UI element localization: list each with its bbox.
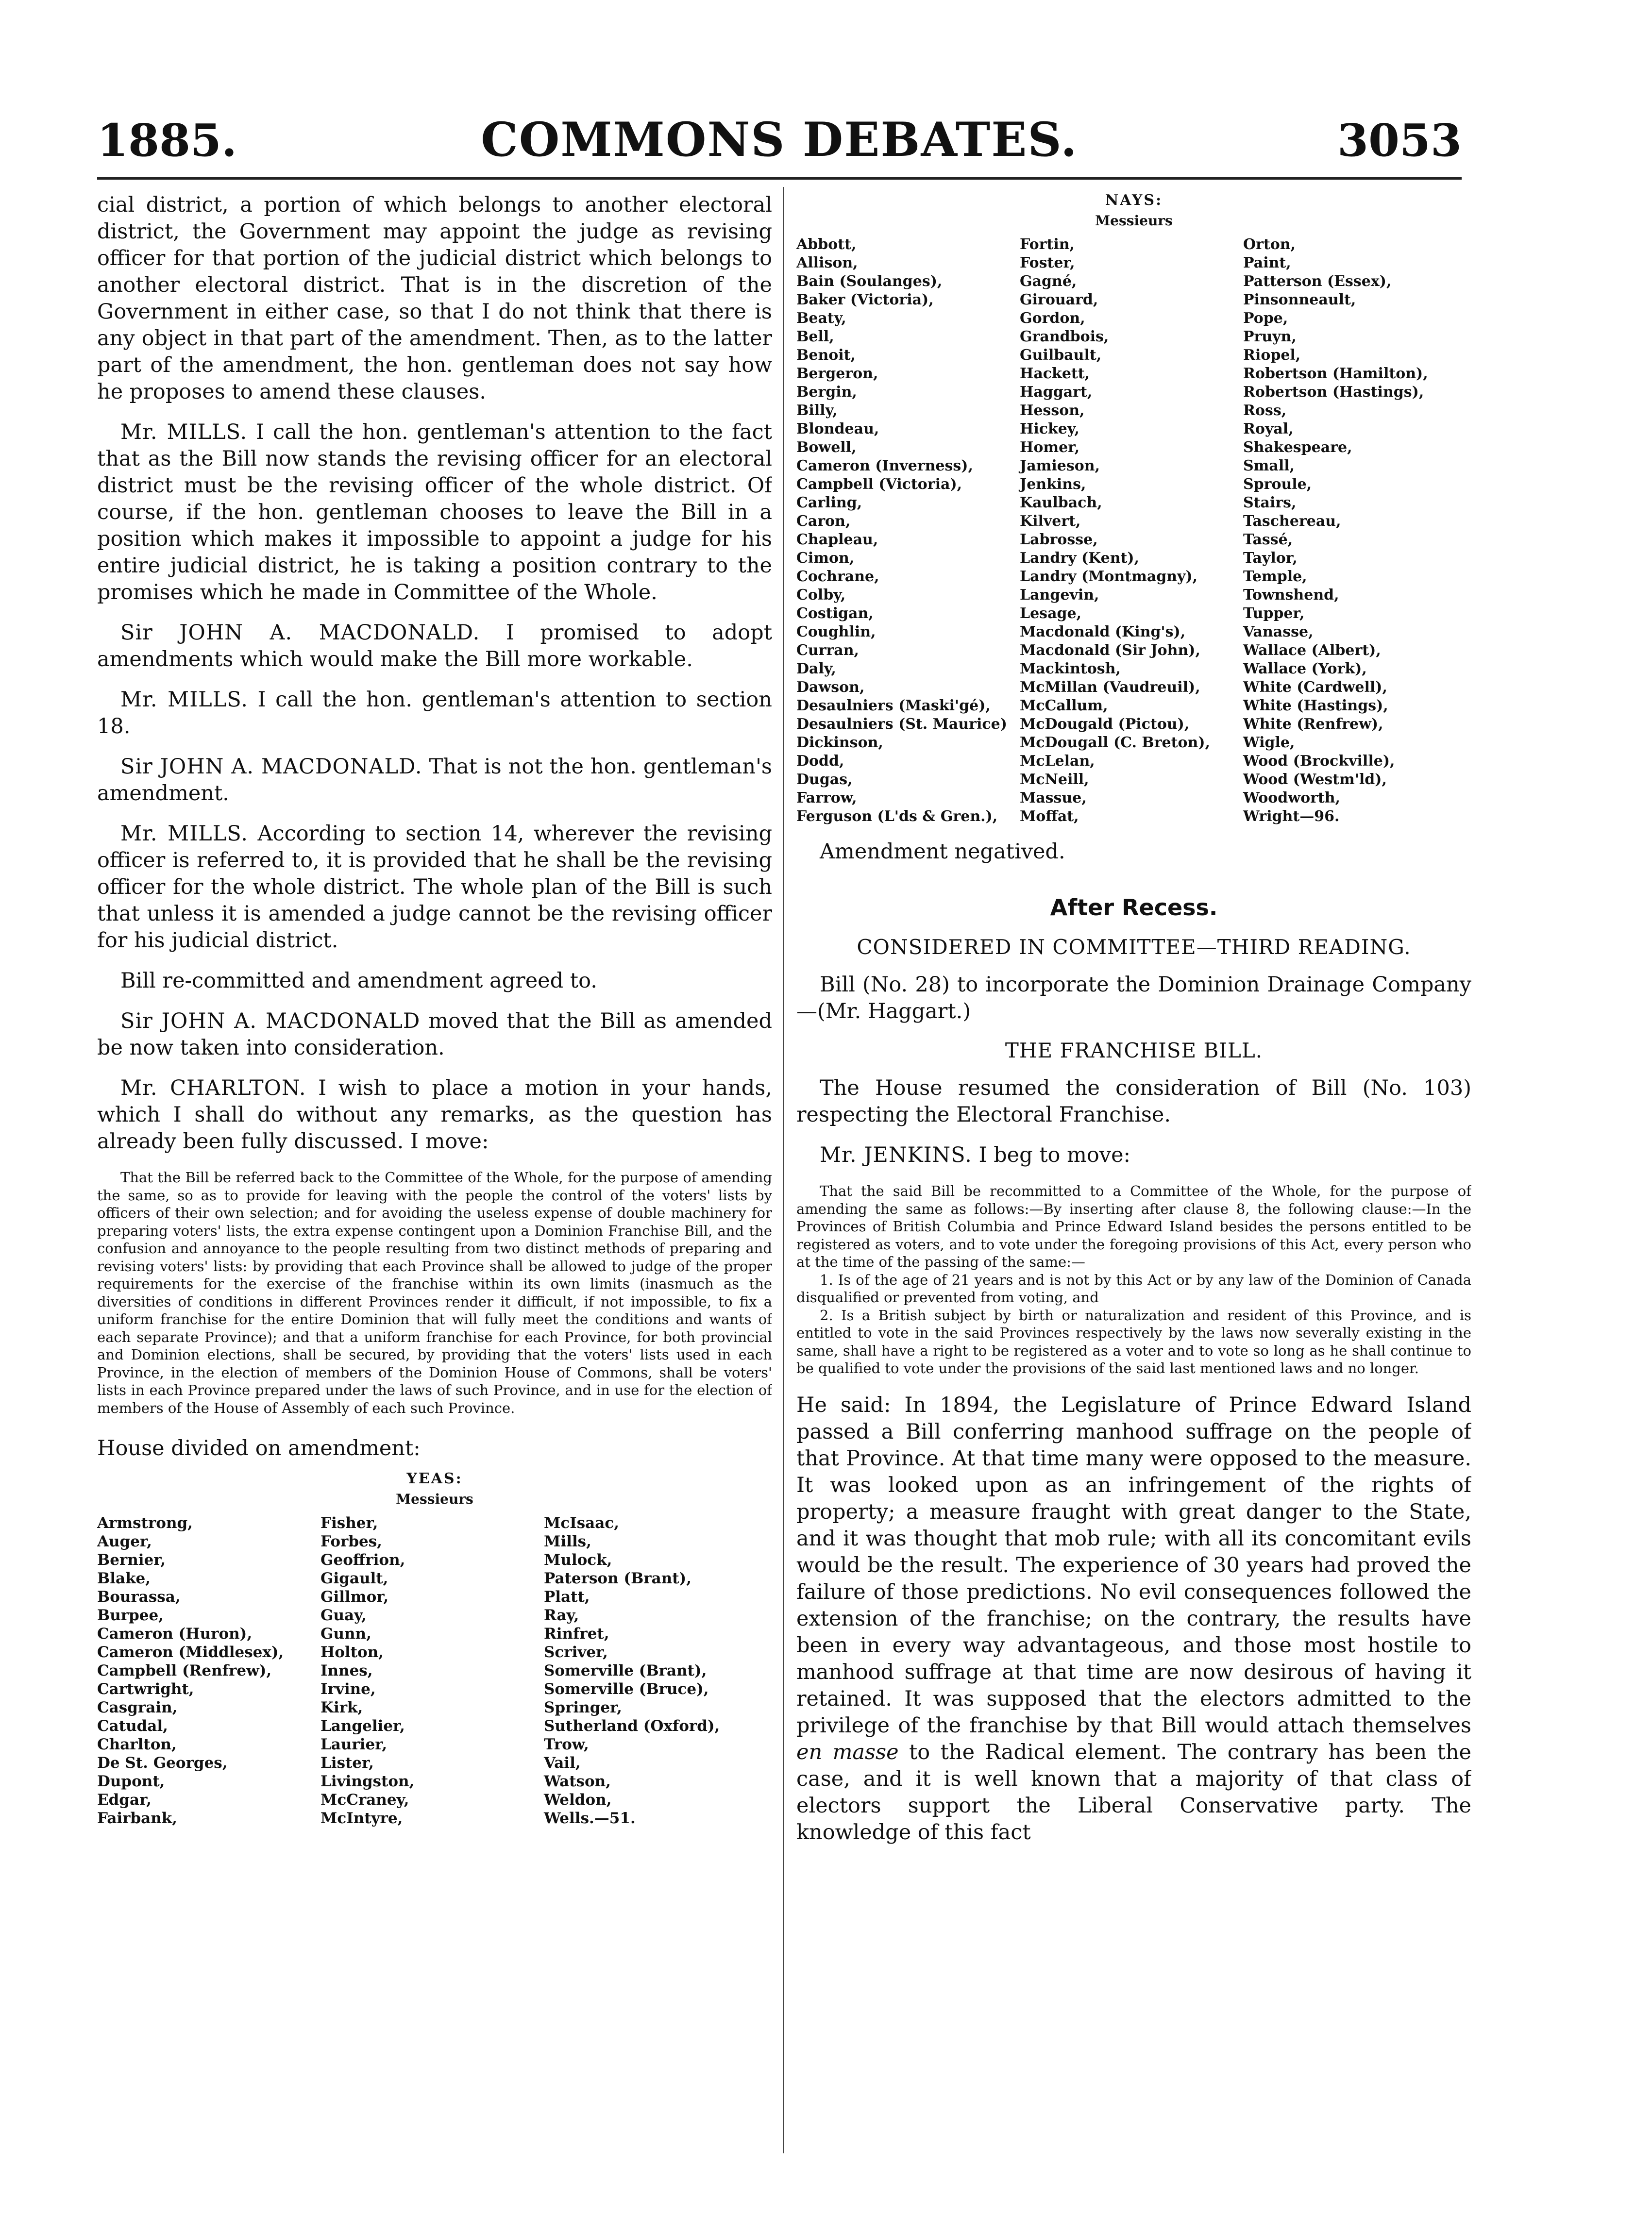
procedural-note: Amendment negatived.	[820, 839, 1065, 864]
yea-name: Mulock,	[544, 1551, 612, 1569]
yeas-list	[97, 1514, 772, 1828]
yeas-heading: YEAS:	[406, 1470, 463, 1487]
nay-name: Wright—96.	[1243, 808, 1340, 825]
nay-name: Ross,	[1243, 402, 1287, 419]
yea-name: McCraney,	[320, 1791, 409, 1809]
left-column	[97, 192, 772, 2153]
motion-item: 1. Is of the age of 21 years and is not by this Act or by any law of the Dominion of Canada disqualified or prevented from voting, and	[796, 1271, 1471, 1306]
nays-column	[1243, 235, 1471, 826]
nay-name: McLelan,	[1020, 753, 1095, 770]
nay-name: Vanasse,	[1243, 623, 1314, 640]
column-divider	[783, 187, 784, 2153]
yea-name: Lister,	[320, 1754, 374, 1772]
nay-name: Tupper,	[1243, 605, 1305, 622]
yea-name: Dupont,	[97, 1773, 165, 1790]
yea-name: Livingston,	[320, 1773, 415, 1790]
paragraph	[97, 1008, 772, 1061]
nay-name: Benoit,	[796, 347, 856, 364]
yea-name: Innes,	[320, 1662, 373, 1679]
nay-name: McDougall (C. Breton),	[1020, 734, 1210, 751]
nay-name: Townshend,	[1243, 587, 1339, 604]
yea-name: Wells.—51.	[544, 1810, 636, 1827]
header-rule	[97, 177, 1462, 180]
nay-name: Grandbois,	[1020, 328, 1109, 345]
yea-name: Trow,	[544, 1736, 589, 1753]
nay-name: Baker (Victoria),	[796, 291, 934, 308]
yea-name: Bernier,	[97, 1551, 166, 1569]
yea-name: Rinfret,	[544, 1625, 609, 1643]
paragraph	[97, 1075, 772, 1155]
nay-name: Pope,	[1243, 310, 1288, 327]
nay-name: Cameron (Inverness),	[796, 457, 973, 474]
nay-name: McMillan (Vaudreuil),	[1020, 679, 1200, 696]
nays-subheading: Messieurs	[1095, 213, 1173, 229]
speech-text: to the Radical element. The contrary has been the case, and it is well known that a majority of that class of electors support the Liberal Conservative party. The knowledge of this fact	[796, 1740, 1471, 1845]
yea-name: Auger,	[97, 1533, 152, 1550]
page	[97, 109, 1471, 2153]
nay-name: Hesson,	[1020, 402, 1085, 419]
yea-name: Guay,	[320, 1607, 367, 1624]
nay-name: Dugas,	[796, 771, 853, 788]
yea-name: Cameron (Middlesex),	[97, 1644, 284, 1661]
motion-text: That the Bill be referred back to the Committee of the Whole, for the purpose of amending the same, so as to provide for leaving with the people the control of the voters' lists by officers of their own selection; and for avoiding the useless expense of double machinery for preparing voters' lists, the extra expense contingent upon a Dominion Franchise Bill, and the confusion and annoyance to the people resulting from two distinct methods of preparing and revising voters' lists: by providing that each Province shall be allowed to judge of the proper requirements for the exercise of the franchise within its own limits (inasmuch as the diversities of conditions in different Provinces render it difficult, if not impossible, to fix a uniform franchise for the entire Dominion that will fully meet the conditions and wants of each separate Province); and that a uniform franchise for each Province, for both provincial and Dominion elections, shall be secured, by providing that the voters' lists used in each Province, in the election of members of the Dominion House of Commons, shall be voters' lists in each Province prepared under the laws of such Province, and in use for the election of members of the House of Assembly of each such Province.	[97, 1169, 772, 1416]
nay-name: McDougald (Pictou),	[1020, 716, 1190, 733]
nays-heading: NAYS:	[1105, 192, 1163, 209]
speech-text: moved that the Bill as amended be now taken into consideration.	[97, 1009, 772, 1060]
nay-name: Wood (Westm'ld),	[1243, 771, 1387, 788]
yea-name: Mills,	[544, 1533, 591, 1550]
yea-name: Springer,	[544, 1699, 622, 1716]
nay-name: Massue,	[1020, 789, 1087, 806]
nay-name: Guilbault,	[1020, 347, 1102, 364]
yea-name: Langelier,	[320, 1717, 405, 1735]
yea-name: McIsaac,	[544, 1514, 619, 1532]
header-page-number: 3053	[1337, 114, 1462, 167]
speaker-name: Sir JOHN A. MACDONALD.	[120, 621, 480, 645]
nay-name: Dickinson,	[796, 734, 883, 751]
nay-name: Coughlin,	[796, 623, 876, 640]
speaker-name: Mr. MILLS.	[120, 688, 248, 712]
nay-name: Bergeron,	[796, 365, 878, 382]
nay-name: McCallum,	[1020, 697, 1108, 714]
yea-name: Ray,	[544, 1607, 579, 1624]
nay-name: Small,	[1243, 457, 1295, 474]
section-heading: THE FRANCHISE BILL.	[1005, 1039, 1263, 1062]
nay-name: Shakespeare,	[1243, 439, 1352, 456]
nay-name: White (Cardwell),	[1243, 679, 1387, 696]
division-heading: House divided on amendment:	[97, 1436, 421, 1460]
yea-name: Fisher,	[320, 1514, 378, 1532]
nay-name: Royal,	[1243, 420, 1294, 437]
yea-name: Burpee,	[97, 1607, 164, 1624]
yea-name: Fairbank,	[97, 1810, 178, 1827]
nay-name: White (Hastings),	[1243, 697, 1388, 714]
speech-text: I wish to place a motion in your hands, which I shall do without any remarks, as the question has already been fully discussed. I move:	[97, 1076, 772, 1154]
yea-name: Armstrong,	[97, 1514, 193, 1532]
right-column	[796, 192, 1471, 2153]
nay-name: Cochrane,	[796, 568, 879, 585]
yea-name: McIntyre,	[320, 1810, 403, 1827]
nay-name: Wallace (Albert),	[1243, 642, 1381, 659]
nay-name: Landry (Montmagny),	[1020, 568, 1198, 585]
nay-name: Allison,	[796, 254, 858, 271]
italic-phrase: en masse	[796, 1740, 899, 1764]
yea-name: Watson,	[544, 1773, 611, 1790]
nay-name: Hackett,	[1020, 365, 1090, 382]
paragraph: cial district, a portion of which belongs to another electoral district, the Government may appoint the judge as revising officer for that portion of the judicial district which belongs to another electoral district. That is in the discretion of the Government in either case, so that I do not think that there is any object in that part of the amendment. Then, as to the latter part of the amendment, the hon. gentleman does not say how he proposes to amend these clauses.	[97, 193, 772, 404]
yea-name: Kirk,	[320, 1699, 363, 1716]
yea-name: Paterson (Brant),	[544, 1570, 692, 1587]
nay-name: Patterson (Essex),	[1243, 273, 1392, 290]
nay-name: Mackintosh,	[1020, 660, 1121, 677]
section-heading-recess: After Recess.	[1050, 894, 1218, 921]
nay-name: Woodworth,	[1243, 789, 1340, 806]
yea-name: Gunn,	[320, 1625, 371, 1643]
nay-name: Ferguson (L'ds & Gren.),	[796, 808, 998, 825]
yeas-column	[544, 1514, 772, 1828]
yea-name: Laurier,	[320, 1736, 388, 1753]
nay-name: Bain (Soulanges),	[796, 273, 943, 290]
nay-name: Langevin,	[1020, 587, 1099, 604]
nay-name: Abbott,	[796, 236, 857, 253]
nay-name: Caron,	[796, 513, 851, 530]
yea-name: Bourassa,	[97, 1588, 181, 1606]
nay-name: Gagné,	[1020, 273, 1077, 290]
speech-text: That is not the hon. gentleman's amendment.	[97, 755, 772, 805]
nay-name: Riopel,	[1243, 347, 1301, 364]
nay-name: Moffat,	[1020, 808, 1079, 825]
yea-name: Catudal,	[97, 1717, 168, 1735]
speaker-name: Mr. CHARLTON.	[120, 1076, 306, 1100]
speech-text: I call the hon. gentleman's attention to section 18.	[97, 688, 772, 738]
nay-name: Girouard,	[1020, 291, 1098, 308]
yea-name: Forbes,	[320, 1533, 382, 1550]
speech-text: I promised to adopt amendments which would make the Bill more workable.	[97, 621, 772, 671]
nay-name: Chapleau,	[796, 531, 878, 548]
nay-name: Temple,	[1243, 568, 1307, 585]
nay-name: Farrow,	[796, 789, 857, 806]
yeas-column	[320, 1514, 544, 1828]
nay-name: Hickey,	[1020, 420, 1079, 437]
nay-name: Blondeau,	[796, 420, 879, 437]
nay-name: Carling,	[796, 494, 862, 511]
paragraph: Bill (No. 28) to incorporate the Dominion Drainage Company—(Mr. Haggart.)	[796, 973, 1471, 1024]
nay-name: Desaulniers (Maski'gé),	[796, 697, 991, 714]
nay-name: Gordon,	[1020, 310, 1085, 327]
nay-name: Sproule,	[1243, 476, 1312, 493]
nay-name: Paint,	[1243, 254, 1291, 271]
nay-name: Jenkins,	[1020, 476, 1086, 493]
yea-name: Blake,	[97, 1570, 151, 1587]
nay-name: Daly,	[796, 660, 836, 677]
nay-name: Lesage,	[1020, 605, 1082, 622]
nay-name: Pinsonneault,	[1243, 291, 1356, 308]
yea-name: De St. Georges,	[97, 1754, 228, 1772]
nay-name: McNeill,	[1020, 771, 1089, 788]
nay-name: Haggart,	[1020, 384, 1093, 401]
nay-name: Billy,	[796, 402, 838, 419]
nay-name: Foster,	[1020, 254, 1075, 271]
paragraph	[796, 1392, 1471, 1846]
paragraph	[97, 620, 772, 673]
yeas-subheading: Messieurs	[396, 1491, 473, 1507]
speech-text: I call the hon. gentleman's attention to the fact that as the Bill now stands the revising officer for an electoral district must be the revising officer of the whole district. Of course, if the hon. gentleman chooses to leave the Bill in a position which makes it impossible to appoint a judge for his entire judicial district, he is taking a position contrary to the promises which he made in Committee of the Whole.	[97, 420, 772, 604]
yea-name: Gillmor,	[320, 1588, 389, 1606]
nay-name: Bell,	[796, 328, 834, 345]
nay-name: Kaulbach,	[1020, 494, 1102, 511]
nay-name: Robertson (Hamilton),	[1243, 365, 1428, 382]
nay-name: Orton,	[1243, 236, 1296, 253]
paragraph	[97, 419, 772, 606]
nay-name: Pruyn,	[1243, 328, 1297, 345]
yea-name: Sutherland (Oxford),	[544, 1717, 720, 1735]
nay-name: Homer,	[1020, 439, 1080, 456]
paragraph	[97, 754, 772, 807]
yea-name: Campbell (Renfrew),	[97, 1662, 272, 1679]
yea-name: Holton,	[320, 1644, 384, 1661]
yea-name: Irvine,	[320, 1680, 376, 1698]
yea-name: Vail,	[544, 1754, 581, 1772]
speech-text: According to section 14, wherever the revising officer is referred to, it is provided that he shall be the revising officer for the whole district. The whole plan of the Bill is such that unless it is amended a judge cannot be the revising officer for his judicial district.	[97, 822, 772, 953]
speech-text: I beg to move:	[978, 1143, 1131, 1167]
nay-name: Dawson,	[796, 679, 865, 696]
speech-text: He said: In 1894, the Legislature of Prince Edward Island passed a Bill conferring manhood suffrage on the people of that Province. At that time many were opposed to the measure. It was looked upon as an infringement of the rights of property; a measure fraught with great danger to the State, and it was thought that mob rule; with all its concomitant evils would be the result. The experience of 30 years had proved the failure of those predictions. No evil consequences followed the extension of the franchise; on the contrary, the results have been in every way advantageous, and those most hostile to manhood suffrage at that time are now desirous of having it retained. It was supposed that the electors admitted to the privilege of the franchise by that Bill would attach themselves	[796, 1393, 1471, 1738]
yea-name: Somerville (Bruce),	[544, 1680, 709, 1698]
speaker-name: Mr. MILLS.	[120, 420, 248, 444]
nay-name: Fortin,	[1020, 236, 1075, 253]
nay-name: Colby,	[796, 587, 846, 604]
yea-name: Cameron (Huron),	[97, 1625, 253, 1643]
nay-name: Landry (Kent),	[1020, 550, 1140, 567]
nay-name: Wigle,	[1243, 734, 1295, 751]
nay-name: Bergin,	[796, 384, 857, 401]
nay-name: Macdonald (Sir John),	[1020, 642, 1200, 659]
yea-name: Cartwright,	[97, 1680, 194, 1698]
motion-item: 2. Is a British subject by birth or naturalization and resident of this Province, and is entitled to vote in the said Provinces respectively by the laws now severally existing in the same, shall have a right to be registered as a voter and to vote so long as he shall continue to be qualified to vote under the provisions of the said last mentioned laws and no longer.	[796, 1307, 1471, 1376]
nay-name: White (Renfrew),	[1243, 716, 1383, 733]
nay-name: Taylor,	[1243, 550, 1298, 567]
speaker-name: Mr. MILLS.	[120, 822, 248, 846]
header-title: COMMONS DEBATES.	[481, 112, 1078, 167]
nay-name: Stairs,	[1243, 494, 1297, 511]
header-year: 1885.	[97, 114, 237, 167]
nay-name: Macdonald (King's),	[1020, 623, 1186, 640]
yea-name: Weldon,	[544, 1791, 612, 1809]
nay-name: Wood (Brockville),	[1243, 753, 1395, 770]
nays-list	[796, 235, 1471, 826]
nay-name: Desaulniers (St. Maurice)	[796, 716, 1007, 733]
yeas-column	[97, 1514, 320, 1828]
page-header	[97, 109, 1462, 168]
nay-name: Tassé,	[1243, 531, 1293, 548]
yea-name: Gigault,	[320, 1570, 388, 1587]
yea-name: Charlton,	[97, 1736, 177, 1753]
nay-name: Costigan,	[796, 605, 874, 622]
yea-name: Edgar,	[97, 1791, 152, 1809]
speaker-name: Mr. JENKINS.	[820, 1143, 972, 1167]
paragraph	[97, 687, 772, 740]
nay-name: Kilvert,	[1020, 513, 1081, 530]
nays-column	[1020, 235, 1243, 826]
speaker-name: Sir JOHN A. MACDONALD	[120, 1009, 421, 1033]
paragraph	[796, 1142, 1471, 1169]
speaker-name: Sir JOHN A. MACDONALD.	[120, 755, 422, 779]
motion-text: That the said Bill be recommitted to a Committee of the Whole, for the purpose of amending the same as follows:—By inserting after clause 8, the following clause:—In the Provinces of British Columbia and Prince Edward Island besides the persons entitled to be registered as voters, and to vote under the foregoing provisions of this Act, every person who at the time of the passing of the same:—	[796, 1183, 1471, 1270]
yea-name: Scriver,	[544, 1644, 608, 1661]
nay-name: Cimon,	[796, 550, 855, 567]
nay-name: Curran,	[796, 642, 859, 659]
paragraph	[97, 821, 772, 954]
yea-name: Somerville (Brant),	[544, 1662, 707, 1679]
nay-name: Dodd,	[796, 753, 844, 770]
yea-name: Casgrain,	[97, 1699, 178, 1716]
yea-name: Geoffrion,	[320, 1551, 405, 1569]
section-heading: CONSIDERED IN COMMITTEE—THIRD READING.	[857, 935, 1411, 959]
yea-name: Platt,	[544, 1588, 590, 1606]
nay-name: Bowell,	[796, 439, 857, 456]
nay-name: Labrosse,	[1020, 531, 1098, 548]
nays-column	[796, 235, 1020, 826]
nay-name: Robertson (Hastings),	[1243, 384, 1424, 401]
procedural-note: Bill re-committed and amendment agreed to.	[120, 969, 597, 993]
paragraph: The House resumed the consideration of Bill (No. 103) respecting the Electoral Franchise.	[796, 1076, 1471, 1127]
nay-name: Jamieson,	[1020, 457, 1100, 474]
nay-name: Campbell (Victoria),	[796, 476, 962, 493]
nay-name: Taschereau,	[1243, 513, 1341, 530]
nay-name: Wallace (York),	[1243, 660, 1367, 677]
nay-name: Beaty,	[796, 310, 846, 327]
